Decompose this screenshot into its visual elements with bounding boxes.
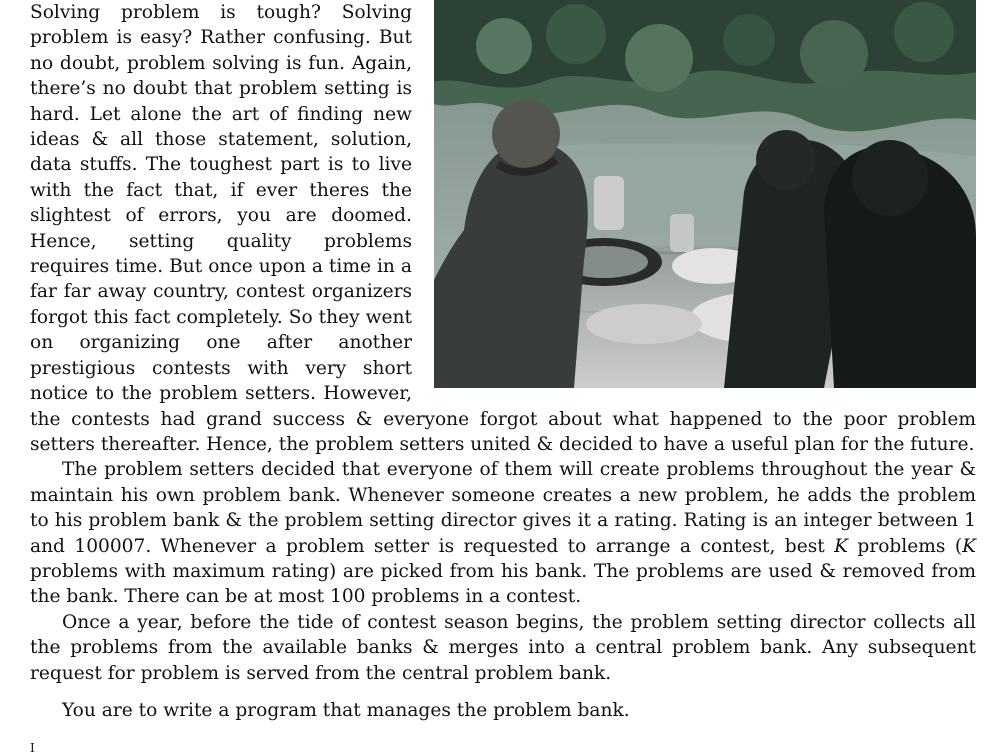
variable-k-second: K: [962, 535, 976, 557]
paragraph-bank-rules: [30, 457, 976, 609]
bank-rules-text-part-3: problems with maximum rating) are picked from his bank. The problems are used & removed from the bank. There can be at most 100 problems in a contest.: [30, 560, 976, 608]
bank-rules-text-part-2: problems (: [848, 535, 963, 557]
cut-off-next-line: I: [30, 742, 35, 754]
paragraph-central-bank: Once a year, before the tide of contest season begins, the problem setting director collects all the problems from the available banks & merges into a central problem bank. Any subsequent request for problem is served from the central problem bank.: [30, 611, 976, 684]
picnic-photo: [434, 0, 976, 388]
variable-k-first: K: [834, 535, 849, 557]
bank-rules-text-part-1: The problem setters decided that everyone of them will create problems throughout the year & maintain his own problem bank. Whenever someone creates a new problem, he adds the problem to his problem bank & the problem setting director gives it a rating. Rating is an integer between 1 and 100007. Whenever a problem setter is requested to arrange a contest, best: [30, 459, 976, 557]
document-page: [30, 0, 976, 755]
picnic-photo-illustration: [434, 0, 976, 388]
paragraph-intro: Solving problem is tough? Solving problem is easy? Rather confusing. But no doubt, problem solving is fun. Again, there’s no doubt that problem setting is hard. Let alone the art of finding new ideas & all those statement, solution, data stuffs. The toughest part is to live with the fact that, if ever theres the slightest of errors, you are doomed. Hence, setting quality problems requires time. But once upon a time in a far far away country, contest organizers forgot this fact completely. So they went on organizing one after another prestigious contests with very short notice to the problem setters. However, the contests had grand success & everyone forgot about what happened to the poor problem setters thereafter. Hence, the problem setters united & decided to have a useful plan for the future.: [30, 2, 976, 455]
paragraph-task: You are to write a program that manages the problem bank.: [62, 699, 630, 721]
